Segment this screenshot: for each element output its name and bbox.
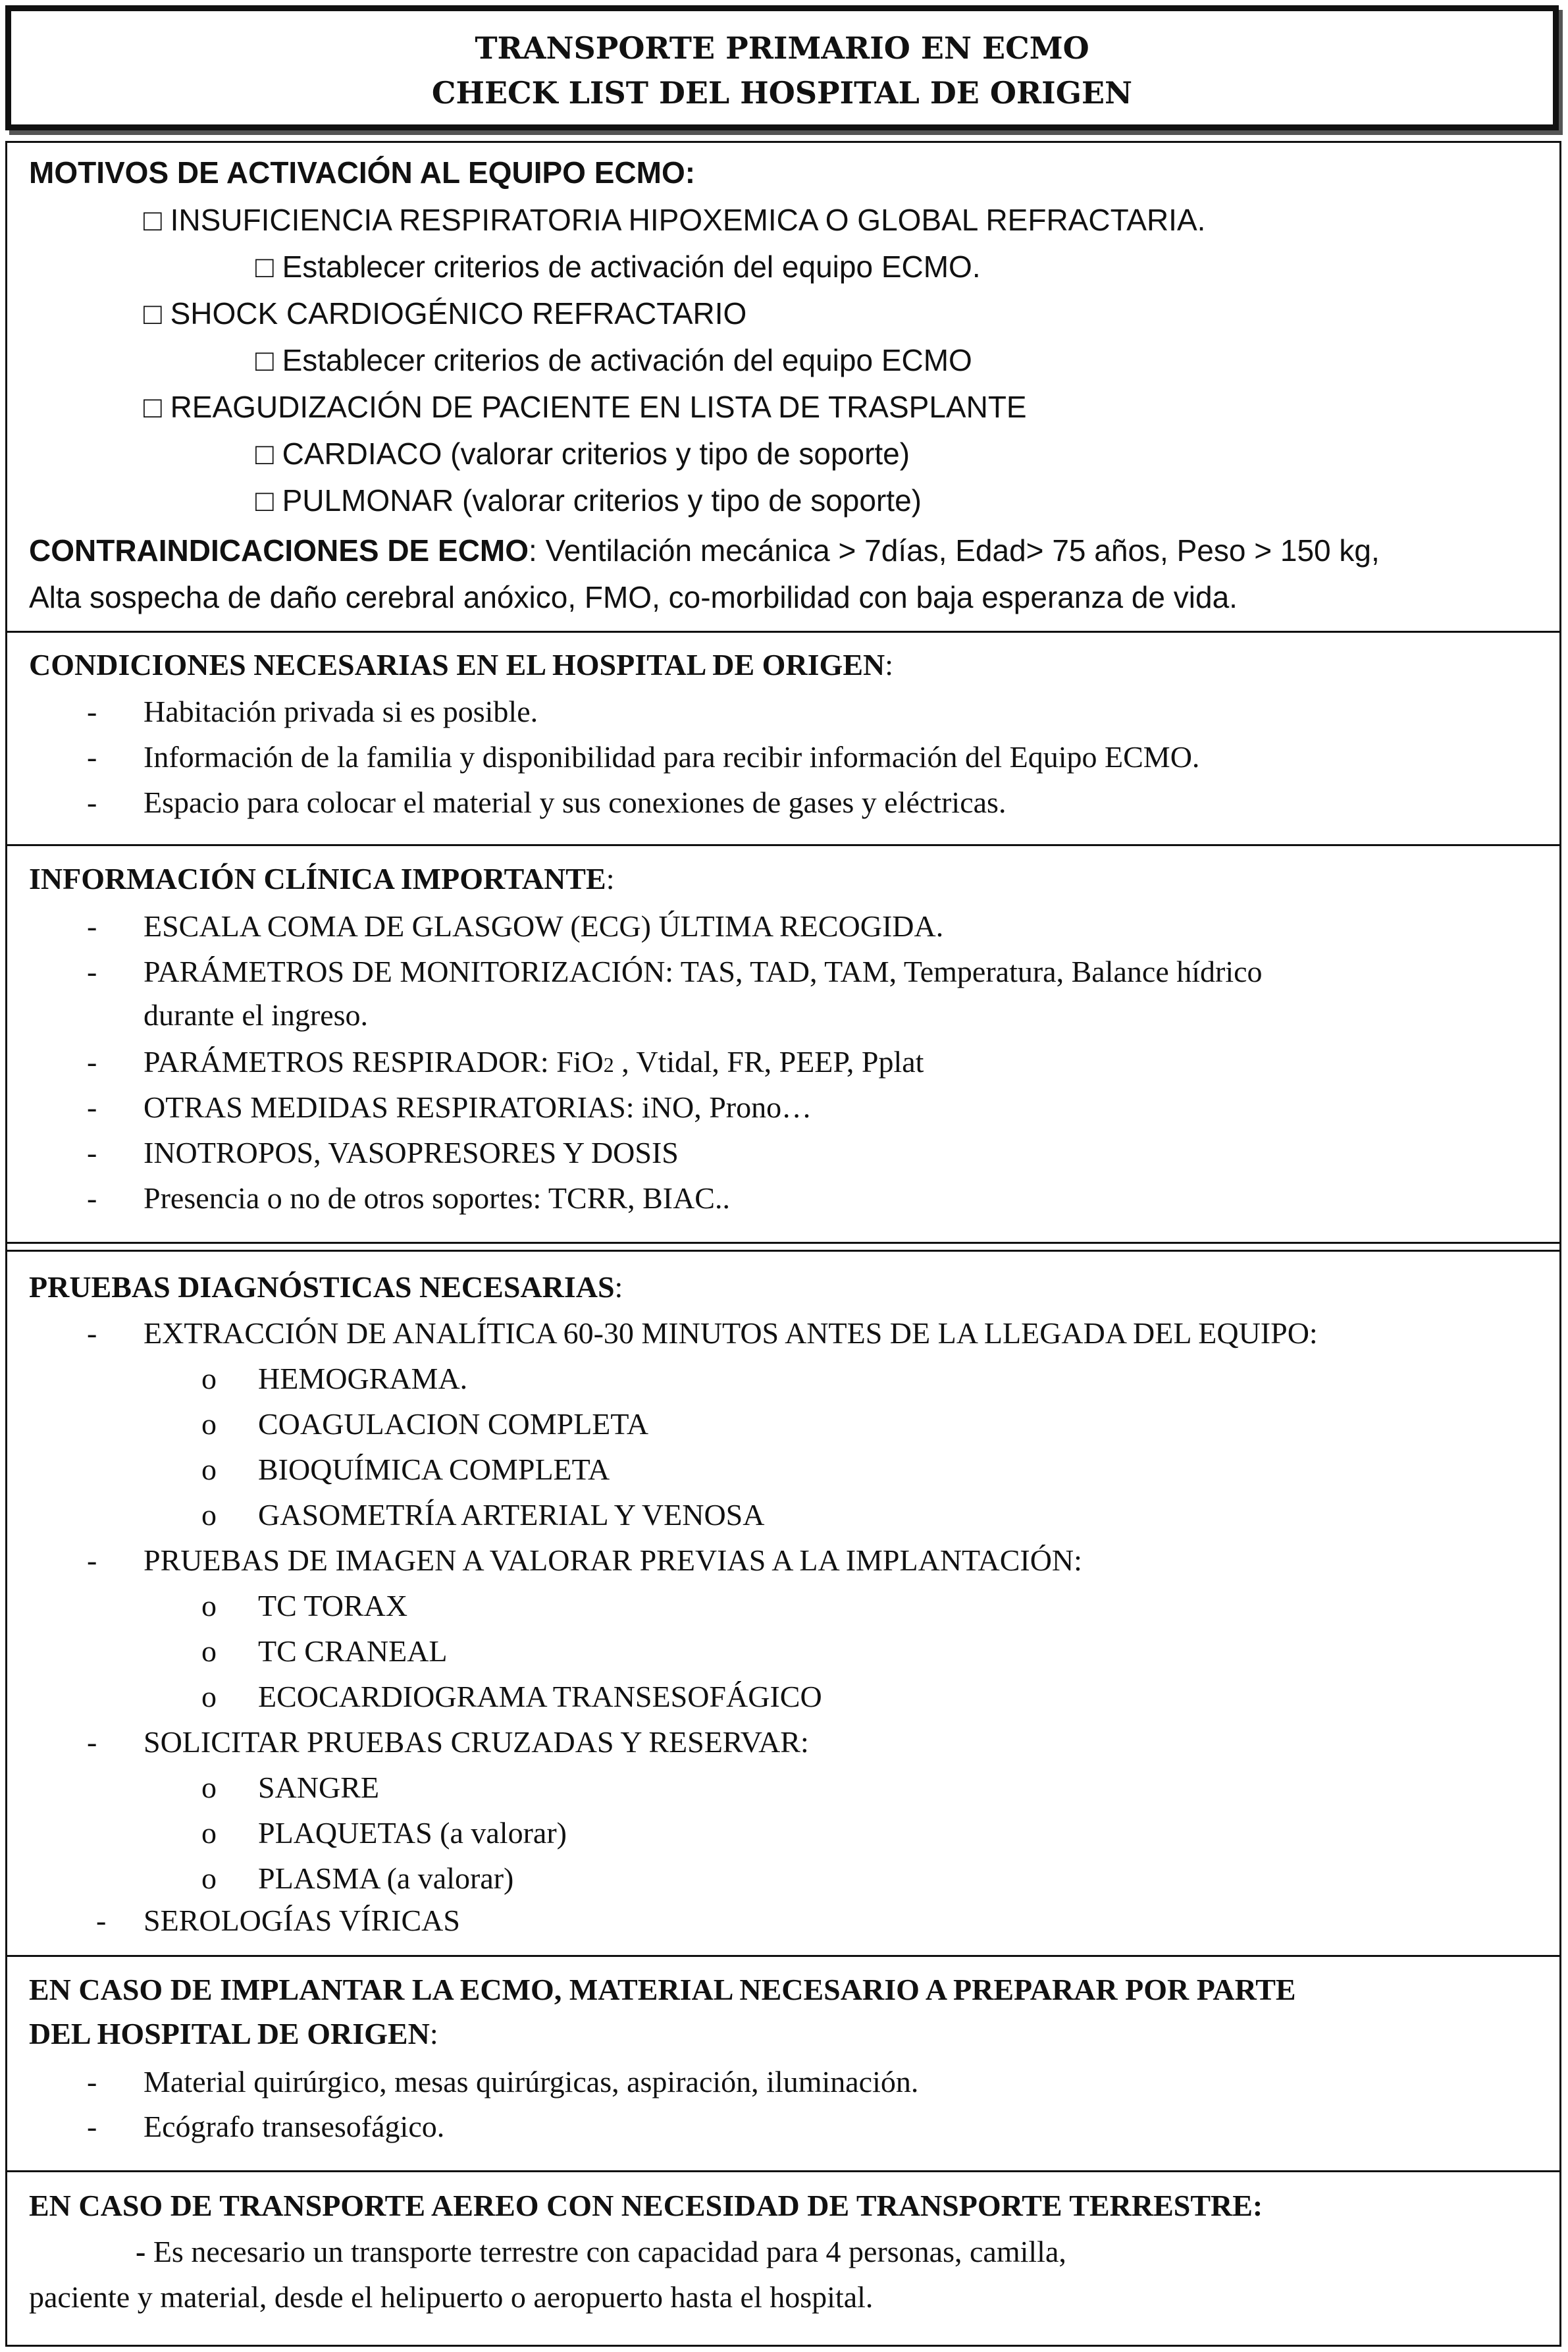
- bullet-dash: -: [87, 2110, 97, 2143]
- contraindicaciones-line: [29, 531, 1380, 570]
- transporte-heading: EN CASO DE TRANSPORTE AEREO CON NECESIDAD DE TRANSPORTE TERRESTRE:: [29, 2189, 1263, 2222]
- material-heading: EN CASO DE IMPLANTAR LA ECMO, MATERIAL NECESARIO A PREPARAR POR PARTE: [29, 1973, 1296, 2006]
- section-divider: [5, 1242, 1561, 1244]
- section-divider: [5, 631, 1561, 633]
- pruebas-subitem: GASOMETRÍA ARTERIAL Y VENOSA: [258, 1498, 765, 1532]
- section-divider: [5, 1250, 1561, 1252]
- motivo-checkbox-item: □ Establecer criterios de activación del equipo ECMO: [255, 343, 972, 377]
- material-item: Material quirúrgico, mesas quirúrgicas, aspiración, iluminación.: [144, 2065, 919, 2098]
- bullet-circle: o: [201, 1816, 217, 1850]
- bullet-circle: o: [201, 1453, 217, 1486]
- section-divider: [5, 1955, 1561, 1957]
- informacion-item: PARÁMETROS RESPIRADOR: FiO2 , Vtidal, FR, PEEP, Pplat: [144, 1045, 924, 1079]
- bullet-circle: o: [201, 1771, 217, 1804]
- informacion-item-continued: durante el ingreso.: [144, 998, 369, 1032]
- bullet-dash: -: [87, 695, 97, 728]
- bullet-circle: o: [201, 1680, 217, 1713]
- page-title: TRANSPORTE PRIMARIO EN ECMO: [475, 30, 1089, 66]
- bullet-dash: -: [87, 1725, 97, 1759]
- motivo-checkbox-item: □ PULMONAR (valorar criterios y tipo de soporte): [255, 483, 922, 518]
- motivos-heading: MOTIVOS DE ACTIVACIÓN AL EQUIPO ECMO:: [29, 155, 696, 190]
- bullet-dash: -: [87, 1543, 97, 1577]
- bullet-dash: -: [87, 1181, 97, 1215]
- pruebas-subitem: TC TORAX: [258, 1589, 408, 1622]
- title-box: [5, 5, 1559, 130]
- informacion-heading: INFORMACIÓN CLÍNICA IMPORTANTE:: [29, 862, 615, 895]
- pruebas-item: EXTRACCIÓN DE ANALÍTICA 60-30 MINUTOS ANTES DE LA LLEGADA DEL EQUIPO:: [144, 1316, 1318, 1350]
- pruebas-subitem: BIOQUÍMICA COMPLETA: [258, 1453, 610, 1486]
- informacion-item: ESCALA COMA DE GLASGOW (ECG) ÚLTIMA RECOGIDA.: [144, 909, 944, 943]
- bullet-dash: -: [96, 1904, 107, 1937]
- pruebas-item: SOLICITAR PRUEBAS CRUZADAS Y RESERVAR:: [144, 1725, 809, 1759]
- pruebas-subitem: TC CRANEAL: [258, 1634, 448, 1668]
- motivo-checkbox-item: □ CARDIACO (valorar criterios y tipo de soporte): [255, 437, 910, 471]
- material-heading: DEL HOSPITAL DE ORIGEN:: [29, 2017, 438, 2050]
- condiciones-heading: CONDICIONES NECESARIAS EN EL HOSPITAL DE ORIGEN:: [29, 648, 894, 682]
- informacion-item: INOTROPOS, VASOPRESORES Y DOSIS: [144, 1136, 679, 1169]
- motivo-checkbox-item: □ SHOCK CARDIOGÉNICO REFRACTARIO: [144, 296, 747, 331]
- contraindicaciones-text: Alta sospecha de daño cerebral anóxico, FMO, co-morbilidad con baja esperanza de vida.: [29, 580, 1238, 614]
- transporte-text: - Es necesario un transporte terrestre con capacidad para 4 personas, camilla,: [136, 2235, 1066, 2268]
- contraindicaciones-label: CONTRAINDICACIONES DE ECMO: [29, 533, 529, 568]
- pruebas-subitem: PLAQUETAS (a valorar): [258, 1816, 567, 1850]
- pruebas-subitem: ECOCARDIOGRAMA TRANSESOFÁGICO: [258, 1680, 822, 1713]
- bullet-dash: -: [87, 786, 97, 819]
- bullet-circle: o: [201, 1498, 217, 1532]
- condicion-item: Información de la familia y disponibilidad para recibir información del Equipo ECMO.: [144, 740, 1200, 774]
- pruebas-subitem: SANGRE: [258, 1771, 380, 1804]
- motivo-checkbox-item: □ REAGUDIZACIÓN DE PACIENTE EN LISTA DE TRASPLANTE: [144, 390, 1027, 424]
- bullet-dash: -: [87, 1136, 97, 1169]
- motivo-checkbox-item: □ INSUFICIENCIA RESPIRATORIA HIPOXEMICA O GLOBAL REFRACTARIA.: [144, 203, 1206, 237]
- condicion-item: Habitación privada si es posible.: [144, 695, 538, 728]
- bullet-dash: -: [87, 909, 97, 943]
- bullet-circle: o: [201, 1861, 217, 1895]
- section-divider: [5, 2170, 1561, 2172]
- section-divider: [5, 844, 1561, 846]
- bullet-dash: -: [87, 1090, 97, 1124]
- page-subtitle: CHECK LIST DEL HOSPITAL DE ORIGEN: [431, 75, 1133, 111]
- pruebas-subitem: PLASMA (a valorar): [258, 1861, 514, 1895]
- bullet-circle: o: [201, 1407, 217, 1441]
- bullet-dash: -: [87, 2065, 97, 2098]
- pruebas-subitem: COAGULACION COMPLETA: [258, 1407, 649, 1441]
- bullet-dash: -: [87, 740, 97, 774]
- bullet-dash: -: [87, 1045, 97, 1079]
- bullet-dash: -: [87, 1316, 97, 1350]
- contraindicaciones-text: : Ventilación mecánica > 7días, Edad> 75 años, Peso > 150 kg,: [529, 533, 1380, 568]
- pruebas-heading: PRUEBAS DIAGNÓSTICAS NECESARIAS:: [29, 1270, 623, 1304]
- motivo-checkbox-item: □ Establecer criterios de activación del equipo ECMO.: [255, 250, 981, 284]
- pruebas-item: SEROLOGÍAS VÍRICAS: [144, 1904, 460, 1937]
- condicion-item: Espacio para colocar el material y sus conexiones de gases y eléctricas.: [144, 786, 1006, 819]
- material-item: Ecógrafo transesofágico.: [144, 2110, 445, 2143]
- pruebas-item: PRUEBAS DE IMAGEN A VALORAR PREVIAS A LA IMPLANTACIÓN:: [144, 1543, 1082, 1577]
- informacion-item: Presencia o no de otros soportes: TCRR, BIAC..: [144, 1181, 730, 1215]
- bullet-circle: o: [201, 1362, 217, 1395]
- bullet-circle: o: [201, 1589, 217, 1622]
- informacion-item: OTRAS MEDIDAS RESPIRATORIAS: iNO, Prono…: [144, 1090, 812, 1124]
- transporte-text: paciente y material, desde el helipuerto o aeropuerto hasta el hospital.: [29, 2280, 874, 2314]
- subscript-two: 2: [603, 1053, 614, 1077]
- bullet-circle: o: [201, 1634, 217, 1668]
- bullet-dash: -: [87, 955, 97, 988]
- informacion-item: PARÁMETROS DE MONITORIZACIÓN: TAS, TAD, TAM, Temperatura, Balance hídrico: [144, 955, 1263, 988]
- pruebas-subitem: HEMOGRAMA.: [258, 1362, 468, 1395]
